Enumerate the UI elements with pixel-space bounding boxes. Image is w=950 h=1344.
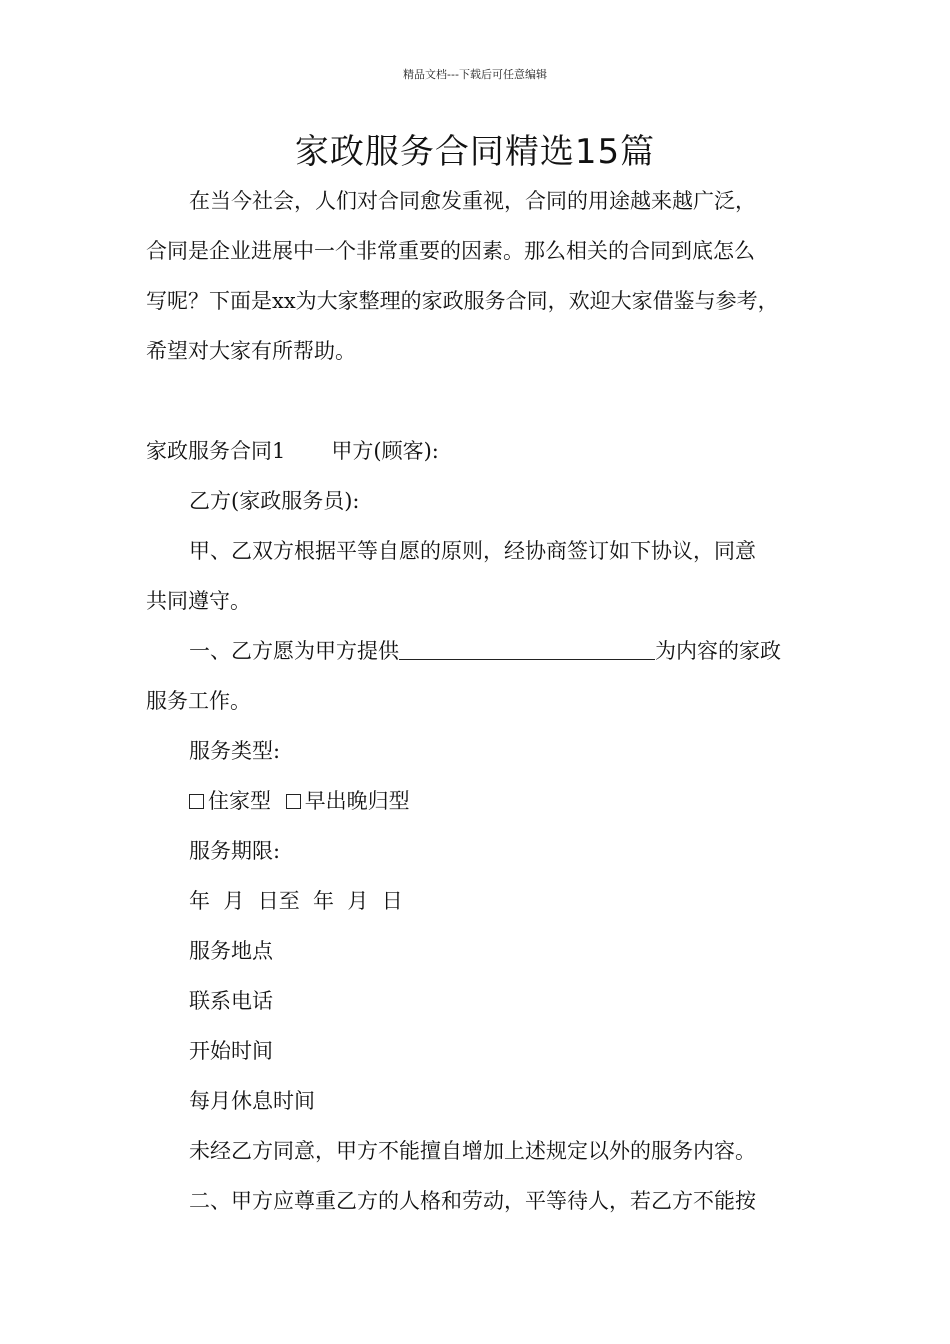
- date-range: 年 月 日至 年 月 日: [189, 889, 403, 913]
- service-type-label: 服务类型:: [189, 739, 281, 763]
- paragraph-gap: [146, 376, 816, 426]
- contract-heading-line: [146, 426, 816, 476]
- option-day-shift: 早出晚归型: [304, 789, 410, 813]
- phone-label: 联系电话: [189, 989, 273, 1013]
- clause-1-suffix: 为内容的家政: [655, 639, 781, 663]
- location-label: 服务地点: [189, 939, 273, 963]
- service-type-options: [146, 776, 816, 826]
- party-a-label: 甲方(顾客):: [331, 439, 439, 463]
- intro-line-1: 在当今社会，人们对合同愈发重视，合同的用途越来越广泛，: [189, 189, 756, 213]
- clause-1-prefix: 一、乙方愿为甲方提供: [189, 639, 399, 663]
- clause-2-line: 二、甲方应尊重乙方的人格和劳动，平等待人，若乙方不能按: [189, 1189, 756, 1213]
- checkbox-live-in[interactable]: [189, 794, 204, 809]
- clause-1-continuation: 服务工作。: [146, 689, 251, 713]
- header-note: 精品文档---下载后可任意编辑: [403, 68, 547, 81]
- document-body: [146, 176, 816, 1226]
- document-title: 家政服务合同精选15篇: [294, 132, 656, 172]
- service-period-label: 服务期限:: [189, 839, 281, 863]
- intro-line-3: 写呢？下面是xx为大家整理的家政服务合同，欢迎大家借鉴与参考，: [146, 289, 779, 313]
- option-live-in: 住家型: [208, 789, 271, 813]
- clause-1-line: [146, 626, 816, 676]
- party-b-label: 乙方(家政服务员):: [189, 489, 360, 513]
- checkbox-day-shift[interactable]: [286, 794, 301, 809]
- service-content-blank[interactable]: [399, 639, 655, 660]
- intro-line-2: 合同是企业进展中一个非常重要的因素。那么相关的合同到底怎么: [146, 239, 755, 263]
- intro-line-4: 希望对大家有所帮助。: [146, 339, 356, 363]
- agreement-line-2: 共同遵守。: [146, 589, 251, 613]
- start-time-label: 开始时间: [189, 1039, 273, 1063]
- agreement-line-1: 甲、乙双方根据平等自愿的原则，经协商签订如下协议，同意: [189, 539, 756, 563]
- rest-time-label: 每月休息时间: [189, 1089, 315, 1113]
- restriction-text: 未经乙方同意，甲方不能擅自增加上述规定以外的服务内容。: [189, 1139, 756, 1163]
- contract-heading: 家政服务合同1: [146, 439, 286, 463]
